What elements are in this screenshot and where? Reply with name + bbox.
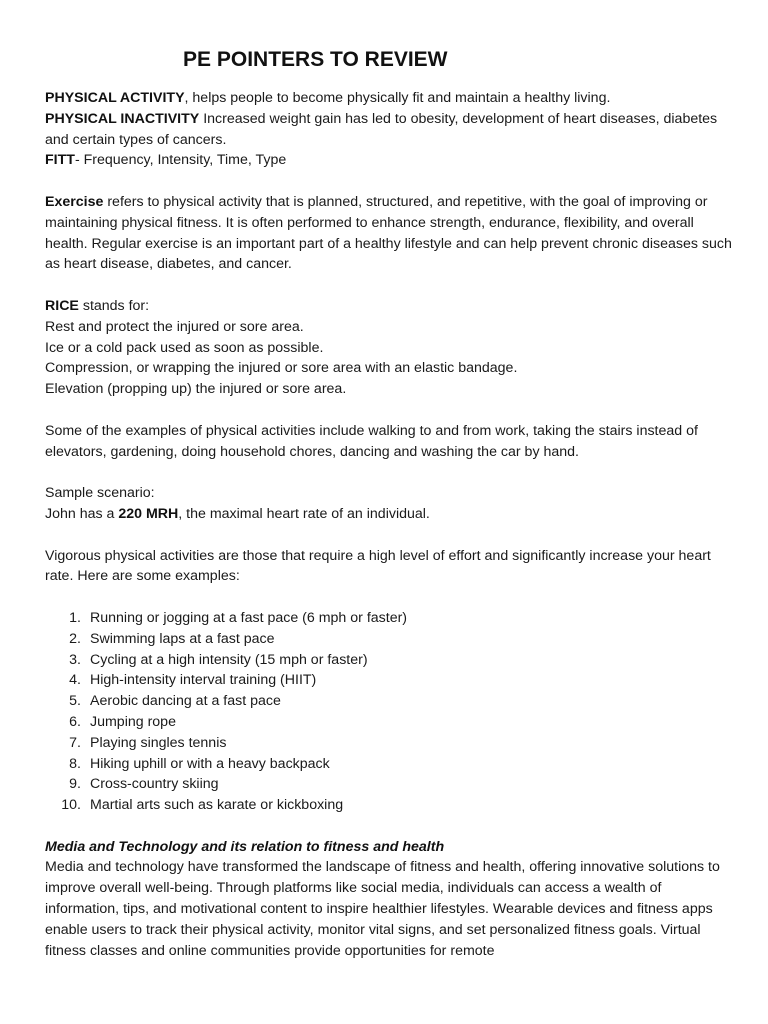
scenario-text [45,504,735,525]
list-item-number: 8. [69,755,81,772]
scenario-suffix: , the maximal heart rate of an individual. [178,505,430,522]
document-page [45,44,735,961]
physical-activity-term: PHYSICAL ACTIVITY [45,90,185,106]
list-item [45,691,735,712]
page-title: PE POINTERS TO REVIEW [183,48,448,71]
rice-item-compression: Compression, or wrapping the injured or sore area with an elastic bandage. [45,360,518,377]
vigorous-intro: Vigorous physical activities are those that require a high level of effort and significantly increase your heart rate. Here are some examples: [45,547,711,585]
media-section-heading: Media and Technology and its relation to fitness and health [45,838,445,855]
list-item-number: 4. [69,672,81,689]
list-item-number: 5. [69,693,81,710]
spacer [45,400,735,421]
list-item-number: 1. [69,609,81,626]
list-item-text: Jumping rope [90,713,176,730]
list-item [45,795,735,816]
list-item-text: Playing singles tennis [90,734,227,751]
physical-inactivity-definition [45,109,735,151]
scenario-label: Sample scenario: [45,485,155,502]
scenario-value: 220 MRH [118,505,179,522]
list-item-number: 6. [69,713,81,730]
list-item [45,650,735,671]
list-item-text: Running or jogging at a fast pace (6 mph or faster) [90,609,408,626]
rice-item-rest: Rest and protect the injured or sore area. [45,318,304,335]
list-item-number: 9. [69,776,81,793]
exercise-definition [45,192,735,275]
list-item [45,670,735,691]
rice-intro [45,296,735,317]
vigorous-activities-list [45,608,735,816]
exercise-text: refers to physical activity that is planned, structured, and repetitive, with the goal of improving or maintaining physical fitness. It is often performed to enhance strength, endurance, flexibility, and overall health. Regular exercise is an important part of a healthy lifestyle and can help prevent chronic diseases such as heart disease, diabetes, and cancer. [45,193,732,273]
list-item [45,754,735,775]
spacer [45,525,735,546]
list-item [45,608,735,629]
spacer [45,275,735,296]
list-item-number: 7. [69,734,81,751]
list-item [45,774,735,795]
list-item-text: Cycling at a high intensity (15 mph or faster) [90,651,368,668]
physical-activity-text: , helps people to become physically fit and maintain a healthy living. [184,90,611,106]
rice-intro-text: stands for: [78,297,150,314]
list-item-text: Cross-country skiing [90,776,219,793]
spacer [45,587,735,608]
fitt-definition [45,150,735,171]
list-item [45,712,735,733]
spacer [45,462,735,483]
fitt-term: FITT [45,152,75,169]
exercise-term: Exercise [45,193,104,210]
list-item [45,629,735,650]
list-item-number: 2. [69,630,81,647]
list-item-number: 3. [69,651,81,668]
rice-term: RICE [45,297,79,314]
list-item-number: 10. [61,797,81,814]
spacer [45,171,735,192]
list-item-text: Swimming laps at a fast pace [90,630,275,647]
media-section-text: Media and technology have transformed the landscape of fitness and health, offering innovative solutions to improve overall well-being. Through platforms like social media, individuals can access a wealth of information, tips, and motivational content to inspire healthier lifestyles. Wearable devices and fitness apps enable users to track their physical activity, monitor vital signs, and set personalized fitness goals. Virtual fitness classes and online communities provide opportunities for remote [45,859,720,959]
list-item-text: Hiking uphill or with a heavy backpack [90,755,330,772]
spacer [45,816,735,837]
physical-activity-definition [45,88,735,109]
physical-inactivity-term: PHYSICAL INACTIVITY [45,110,200,127]
list-item [45,733,735,754]
physical-inactivity-text: Increased weight gain has led to obesity, development of heart diseases, diabetes and certain types of cancers. [45,110,718,148]
list-item-text: High-intensity interval training (HIIT) [90,672,317,689]
list-item-text: Aerobic dancing at a fast pace [90,693,281,710]
rice-item-ice: Ice or a cold pack used as soon as possible. [45,339,324,356]
list-item-text: Martial arts such as karate or kickboxing [90,797,344,814]
rice-item-elevation: Elevation (propping up) the injured or sore area. [45,381,347,398]
fitt-text: - Frequency, Intensity, Time, Type [74,152,287,169]
scenario-prefix: John has a [45,505,119,522]
examples-paragraph: Some of the examples of physical activities include walking to and from work, taking the stairs instead of elevators, gardening, doing household chores, dancing and washing the car by hand. [45,422,698,460]
